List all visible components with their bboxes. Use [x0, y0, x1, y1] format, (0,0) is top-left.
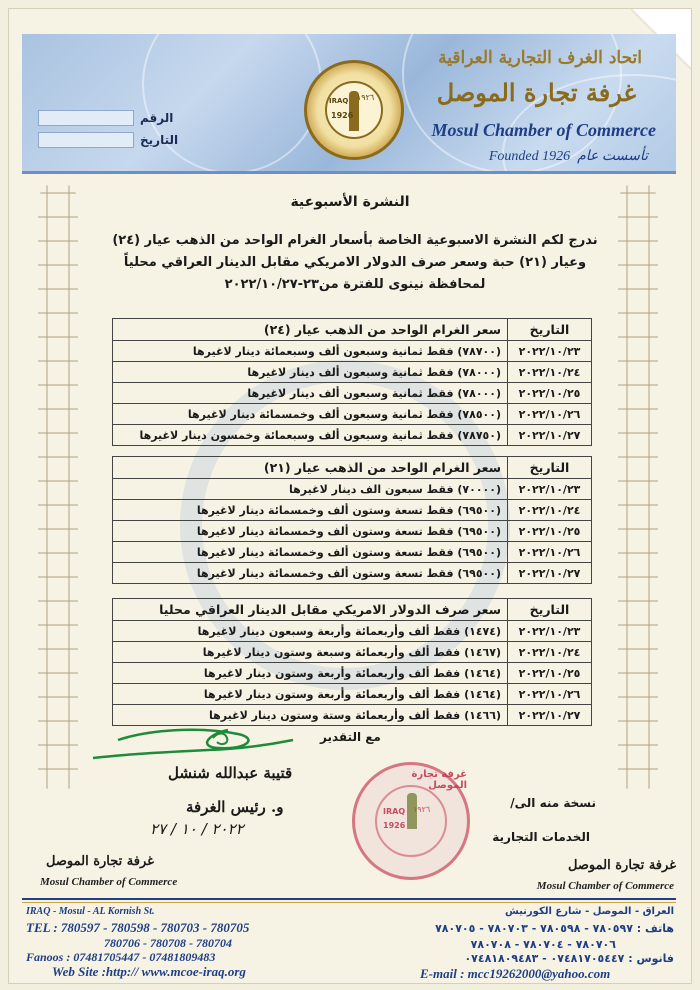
table-row: ٢٠٢٢/١٠/٢٦ (٧٨٥٠٠) فقط ثمانية وسبعون ألف وخمسمائة دينار لاغيرها [113, 404, 592, 425]
table-header-row [113, 599, 592, 621]
founded-en: Founded 1926 [488, 149, 571, 164]
org-name-en-left: Mosul Chamber of Commerce [40, 876, 178, 888]
table-header-row [113, 319, 592, 341]
official-stamp: غرفة تجارة الموصل IRAQ 1926 ١٩٢٦ [352, 762, 470, 880]
date-header: التاريخ [508, 319, 592, 341]
footer-fax-en: Fanoos : 07481705447 - 07481809483 [26, 950, 216, 964]
table-row: ٢٠٢٢/١٠/٢٥ (٧٨٠٠٠) فقط ثمانية وسبعون ألف دينار لاغيرها [113, 383, 592, 404]
footer-address-en: IRAQ - Mosul - AL Kornish St. [26, 906, 155, 917]
right-ornament-border [618, 182, 658, 792]
usd-exchange-table [112, 598, 592, 726]
signer-name: قتيبة عبدالله شنشل [168, 764, 293, 782]
bulletin-title: النشرة الأسبوعية [290, 194, 410, 210]
table-row: ٢٠٢٢/١٠/٢٧ (٦٩٥٠٠) فقط تسعة وستون ألف وخمسمائة دينار لاغيرها [113, 563, 592, 584]
chamber-name-ar: غرفة تجارة الموصل [436, 78, 636, 107]
signer-title: و. رئيس الغرفة [186, 798, 284, 816]
footer-email[interactable]: E-mail : mcc19262000@yahoo.com [420, 966, 611, 981]
left-ornament-border [38, 182, 78, 792]
value-header: سعر صرف الدولار الامريكي مقابل الدينار العراقي محليا [113, 599, 508, 621]
date-header: التاريخ [508, 599, 592, 621]
org-name-en-right: Mosul Chamber of Commerce [536, 880, 674, 892]
table-row: ٢٠٢٢/١٠/٢٧ (١٤٦٦) فقط ألف وأربعمائة وستة وستون دينار لاغيرها [113, 705, 592, 726]
value-header: سعر الغرام الواحد من الذهب عيار (٢١) [113, 457, 508, 479]
date-label: التاريخ [140, 133, 179, 147]
footer-fax-ar: فانوس : ٠٧٤٨١٧٠٥٤٤٧ - ٠٧٤٨١٨٠٩٤٨٣ [464, 952, 674, 965]
org-name-ar-right: غرفة تجارة الموصل [568, 858, 676, 873]
number-field [38, 110, 134, 126]
number-label: الرقم [140, 111, 174, 125]
date-header: التاريخ [508, 457, 592, 479]
letterhead [22, 34, 676, 174]
table-row: ٢٠٢٢/١٠/٢٦ (٦٩٥٠٠) فقط تسعة وستون ألف وخمسمائة دينار لاغيرها [113, 542, 592, 563]
founded-ar: تأسست عام [577, 149, 648, 164]
org-name-ar-left: غرفة تجارة الموصل [46, 854, 154, 869]
table-row: ٢٠٢٢/١٠/٢٧ (٧٨٧٥٠) فقط ثمانية وسبعون ألف وسبعمائة وخمسون دينار لاغيرها [113, 425, 592, 446]
copy-to-label: نسخة منه الى/ [510, 796, 596, 810]
table-row: ٢٠٢٢/١٠/٢٥ (٦٩٥٠٠) فقط تسعة وستون ألف وخمسمائة دينار لاغيرها [113, 521, 592, 542]
table-row: ٢٠٢٢/١٠/٢٤ (١٤٦٧) فقط ألف وأربعمائة وسبعة وستون دينار لاغيرها [113, 642, 592, 663]
table-row: ٢٠٢٢/١٠/٢٦ (١٤٦٤) فقط ألف وأربعمائة وأربعة وستون دينار لاغيرها [113, 684, 592, 705]
date-field [38, 132, 134, 148]
table-header-row [113, 457, 592, 479]
footer-tel-en-2: 780706 - 780708 - 780704 [104, 936, 232, 950]
footer-tel-en: TEL : 780597 - 780598 - 780703 - 780705 [26, 920, 250, 935]
value-header: سعر الغرام الواحد من الذهب عيار (٢٤) [113, 319, 508, 341]
decor-swirl [142, 34, 322, 174]
table-row: ٢٠٢٢/١٠/٢٣ (١٤٧٤) فقط ألف وأربعمائة وأربعة وسبعون دينار لاغيرها [113, 621, 592, 642]
footer-tel-ar: هاتف : ٧٨٠٥٩٧ - ٧٨٠٥٩٨ - ٧٨٠٧٠٣ - ٧٨٠٧٠٥ [435, 922, 674, 935]
footer-divider-gold [22, 902, 676, 903]
footer-website[interactable]: Web Site :http:// www.mcoe-iraq.org [52, 964, 246, 979]
table-row: ٢٠٢٢/١٠/٢٥ (١٤٦٤) فقط ألف وأربعمائة وأربعة وستون دينار لاغيرها [113, 663, 592, 684]
gold-21-table [112, 456, 592, 584]
chamber-name-en: Mosul Chamber of Commerce [431, 120, 656, 140]
bulletin-intro: ندرج لكم النشرة الاسبوعية الخاصة بأسعار الغرام الواحد من الذهب عيار (٢٤) وعيار (٢١) حبة وسعر صرف الدولار الامريكي مقابل الدينار العراقي محلياً لمحافظة نينوى للفترة من٢٣-٢٠٢٢/١٠/٢٧ [112, 233, 598, 292]
handwritten-signature [88, 720, 298, 770]
founded-line [489, 148, 648, 165]
table-row: ٢٠٢٢/١٠/٢٣ (٧٠٠٠٠) فقط سبعون الف دينار لاغيرها [113, 479, 592, 500]
footer-divider [22, 898, 676, 900]
footer-address-ar: العراق - الموصل - شارع الكورنيش [504, 906, 674, 917]
table-row: ٢٠٢٢/١٠/٢٤ (٧٨٠٠٠) فقط ثمانية وسبعون ألف دينار لاغيرها [113, 362, 592, 383]
union-name-ar: اتحاد الغرف التجارية العراقية [438, 48, 642, 68]
footer-tel-ar-2: ٧٨٠٧٠٦ - ٧٨٠٧٠٤ - ٧٨٠٧٠٨ [470, 938, 616, 951]
chamber-seal-logo: IRAQ ١٩٢٦ 1926 [304, 60, 404, 160]
table-row: ٢٠٢٢/١٠/٢٤ (٦٩٥٠٠) فقط تسعة وستون ألف وخمسمائة دينار لاغيرها [113, 500, 592, 521]
handwritten-date: ٢٠٢٢ / ١٠ / ٢٧ [150, 820, 244, 838]
copy-to-dept: الخدمات التجارية [492, 830, 590, 844]
regards-text: مع التقدير [320, 730, 381, 744]
table-row: ٢٠٢٢/١٠/٢٣ (٧٨٧٠٠) فقط ثمانية وسبعون ألف وسبعمائة دينار لاغيرها [113, 341, 592, 362]
gold-24-table [112, 318, 592, 446]
